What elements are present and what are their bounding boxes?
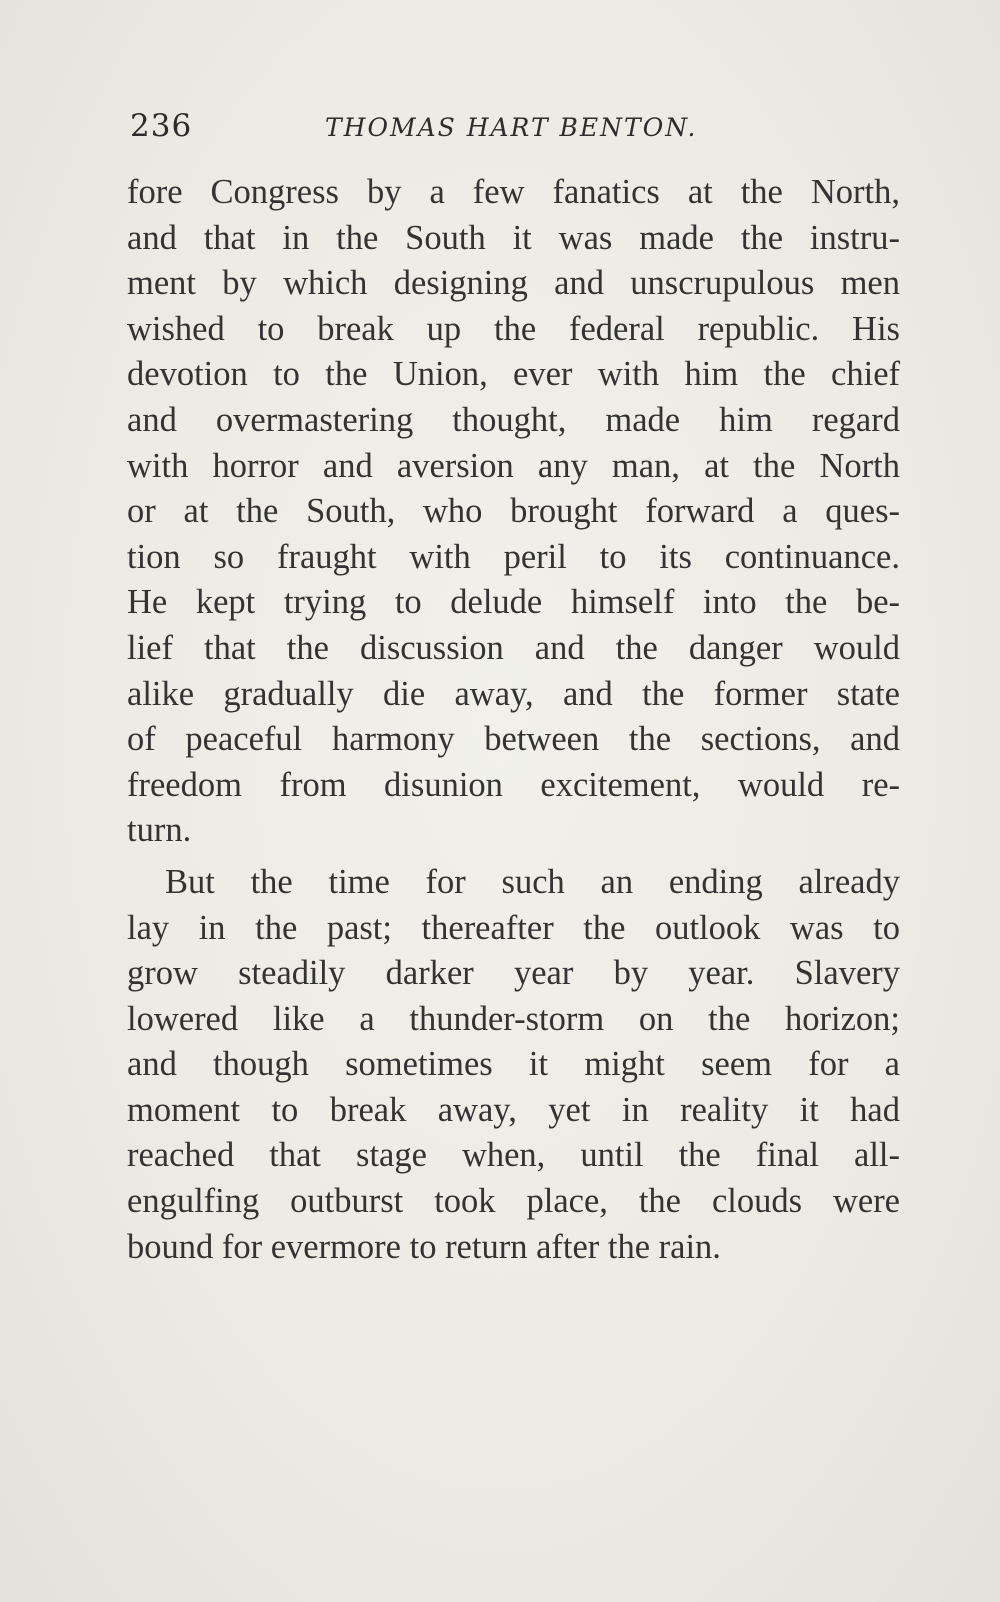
- text-line: grow steadily darker year by year. Slavery: [127, 954, 900, 993]
- paragraph-1: [127, 170, 900, 854]
- running-title: THOMAS HART BENTON.: [325, 113, 698, 142]
- text-line: moment to break away, yet in reality it had: [127, 1090, 900, 1129]
- text-line: lowered like a thunder-storm on the horizon;: [127, 999, 900, 1038]
- text-line: devotion to the Union, ever with him the chief: [127, 355, 900, 394]
- text-line: reached that stage when, until the final all-: [127, 1136, 900, 1175]
- text-line: and overmastering thought, made him regard: [127, 400, 900, 439]
- text-line: wished to break up the federal republic. His: [127, 309, 900, 348]
- text-line: lief that the discussion and the danger would: [127, 628, 900, 667]
- text-line: tion so fraught with peril to its continuance.: [127, 537, 900, 576]
- text-line: or at the South, who brought forward a ques-: [127, 492, 900, 531]
- text-line: lay in the past; thereafter the outlook was to: [127, 908, 900, 947]
- text-line: and though sometimes it might seem for a: [127, 1045, 900, 1084]
- paragraph-2: [127, 860, 900, 1270]
- text-line: with horror and aversion any man, at the North: [127, 446, 900, 485]
- text-line: and that in the South it was made the instru-: [127, 218, 900, 257]
- text-line: He kept trying to delude himself into the be-: [127, 583, 900, 622]
- body-text: [127, 170, 900, 1270]
- page-number: 236: [130, 108, 193, 144]
- text-line: bound for evermore to return after the rain.: [127, 1227, 721, 1266]
- text-line: But the time for such an ending already: [165, 862, 900, 901]
- text-line: fore Congress by a few fanatics at the North,: [127, 173, 900, 211]
- text-line: freedom from disunion excitement, would re-: [127, 765, 900, 804]
- text-line: alike gradually die away, and the former state: [127, 674, 900, 713]
- page-header: [130, 108, 898, 152]
- text-line: ment by which designing and unscrupulous men: [127, 264, 900, 303]
- text-line: engulfing outburst took place, the clouds were: [127, 1182, 900, 1221]
- text-line: turn.: [127, 811, 192, 850]
- text-line: of peaceful harmony between the sections, and: [127, 720, 900, 759]
